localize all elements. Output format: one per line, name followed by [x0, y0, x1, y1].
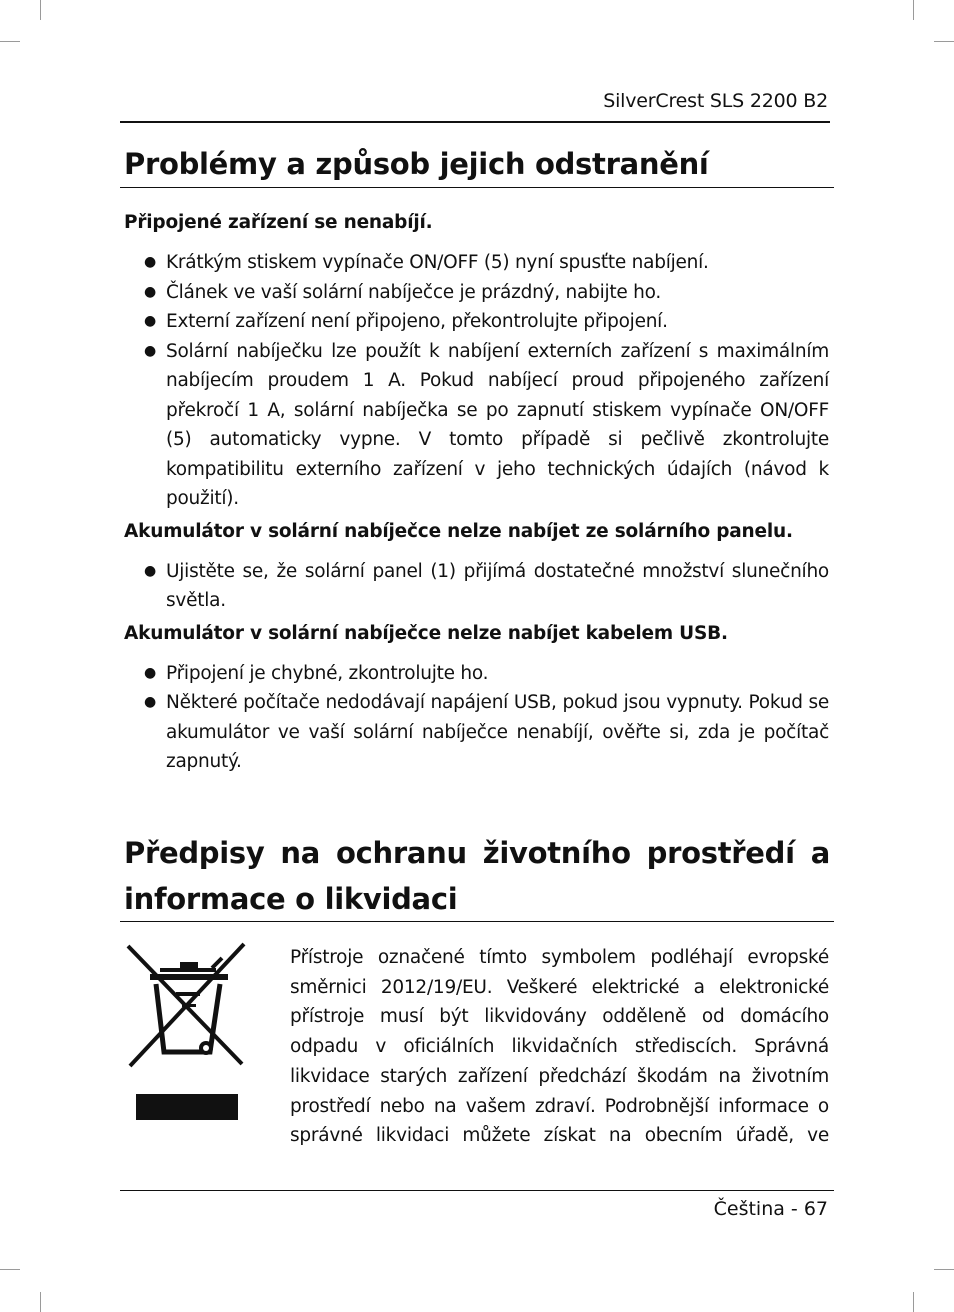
list-item: ● Solární nabíječku lze použít k nabíjení externích zařízení s maximálním nabíjecím proudem 1 A. Pokud nabíjecí proud připojeného zařízení překročí 1 A, solární nabíječka se po zapnutí stiskem vypínače ON/OFF (5) automaticky vypne. V tomto případě si pečlivě zkontrolujte kompatibilitu externího zařízení v jeho technických údajích (návod k použití). [124, 337, 829, 514]
bullet-icon: ● [144, 562, 156, 579]
bullet-icon: ● [144, 313, 156, 329]
crop-mark [913, 0, 914, 20]
footer-rule [120, 1190, 834, 1191]
bullet-list [124, 659, 829, 777]
crop-mark [934, 41, 954, 42]
crop-mark [0, 1269, 20, 1270]
troubleshooting-content [124, 207, 829, 777]
bullet-icon: ● [144, 694, 156, 710]
section-rule [120, 187, 834, 188]
disposal-text: Přístroje označené tímto symbolem podléhají evropské směrnici 2012/19/EU. Veškeré elektrické a elektronické přístroje musí být likvidovány odděleně od domácího odpadu v oficiálních likvidačních střediscích. Správná likvidace starých zařízení předchází škodám na životním prostředí nebo na vašem zdraví. Podrobnější informace o správné likvidaci můžete získat na obecním úřadě, ve [290, 947, 829, 1147]
bullet-list [124, 248, 829, 514]
crop-mark [913, 1292, 914, 1312]
subheading: Připojené zařízení se nenabíjí. [124, 212, 433, 233]
list-item: ● Některé počítače nedodávají napájení USB, pokud jsou vypnuty. Pokud se akumulátor ve vaší solární nabíječce nenabíjí, ověřte si, zda je počítač zapnutý. [124, 688, 829, 777]
crop-mark [40, 0, 41, 20]
bullet-icon: ● [144, 254, 156, 270]
section-title-line: Předpisy na ochranu životního prostředí a [124, 836, 830, 870]
crossed-out-wheelie-bin-icon [124, 940, 250, 1126]
list-item: ● Připojení je chybné, zkontrolujte ho. [124, 659, 829, 689]
bullet-icon: ● [144, 664, 156, 681]
crop-mark [0, 41, 20, 42]
section-rule [120, 921, 834, 922]
section-title-troubleshooting: Problémy a způsob jejich odstranění [124, 147, 709, 181]
section-title-line: informace o likvidaci [124, 882, 458, 916]
list-item: ● Článek ve vaší solární nabíječce je prázdný, nabijte ho. [124, 278, 829, 308]
list-item: ● Externí zařízení není připojeno, překontrolujte připojení. [124, 307, 829, 337]
subheading: Akumulátor v solární nabíječce nelze nabíjet ze solárního panelu. [124, 520, 793, 542]
crop-mark [934, 1269, 954, 1270]
bullet-icon: ● [144, 283, 156, 300]
header-rule [120, 121, 830, 123]
subheading: Akumulátor v solární nabíječce nelze nabíjet kabelem USB. [124, 622, 728, 644]
crop-mark [40, 1292, 41, 1312]
bullet-icon: ● [144, 342, 156, 359]
bullet-list [124, 557, 829, 616]
running-header: SilverCrest SLS 2200 B2 [603, 90, 828, 112]
section-title-environment [124, 830, 830, 922]
list-item: ● Krátkým stiskem vypínače ON/OFF (5) nyní spusťte nabíjení. [124, 248, 829, 278]
list-item: ● Ujistěte se, že solární panel (1) přijímá dostatečné množství slunečního světla. [124, 557, 829, 616]
page-number: Čeština - 67 [713, 1198, 828, 1220]
